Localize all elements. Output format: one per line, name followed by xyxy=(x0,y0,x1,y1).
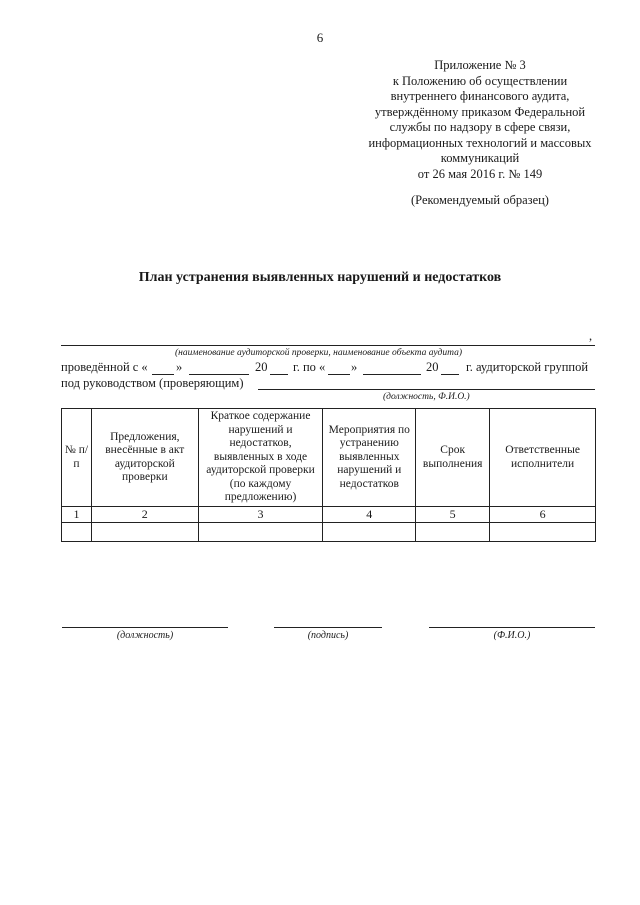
name-signature-line xyxy=(429,627,595,628)
plan-table xyxy=(61,408,596,542)
appendix-block xyxy=(360,58,600,182)
table-row xyxy=(62,523,596,542)
column-number: 5 xyxy=(416,507,490,523)
year1-blank xyxy=(270,374,288,375)
document-title: План устранения выявленных нарушений и недостатков xyxy=(138,270,502,285)
sign-signature-line xyxy=(274,627,382,628)
day1-blank xyxy=(152,374,174,375)
header-cell-responsible: Ответственные исполнители xyxy=(490,409,596,507)
header-cell-number: № п/п xyxy=(62,409,92,507)
table-header-row xyxy=(62,409,596,507)
column-number: 6 xyxy=(490,507,596,523)
from-to-text: г. по « xyxy=(293,360,326,374)
header-cell-deadline: Срок выполнения xyxy=(416,409,490,507)
conducted-prefix: проведённой с « xyxy=(61,360,148,374)
column-number: 3 xyxy=(198,507,323,523)
quote-close-2: » xyxy=(351,360,358,374)
sample-note: (Рекомендуемый образец) xyxy=(411,193,549,207)
appendix-line: утверждённому приказом Федеральной xyxy=(374,104,586,119)
name-caption: (Ф.И.О.) xyxy=(493,630,531,641)
column-number: 1 xyxy=(62,507,92,523)
year2-prefix: 20 xyxy=(426,360,439,374)
column-number: 2 xyxy=(91,507,198,523)
appendix-line: к Положению об осуществлении xyxy=(392,73,568,88)
audit-name-caption: (наименование аудиторской проверки, наименование объекта аудита) xyxy=(175,348,462,358)
led-by-label: под руководством (проверяющим) xyxy=(61,376,244,390)
appendix-line: коммуникаций xyxy=(440,151,520,165)
position-name-line xyxy=(258,389,595,390)
appendix-line: информационных технологий и массовых xyxy=(368,135,592,150)
appendix-line: от 26 мая 2016 г. № 149 xyxy=(417,166,543,181)
table-row xyxy=(62,507,596,523)
page-number: 6 xyxy=(316,30,324,45)
table-cell xyxy=(490,523,596,542)
header-cell-violations: Краткое содержание нарушений и недостатков, выявленных в ходе аудиторской проверки (по каждому предложению) xyxy=(198,409,323,507)
sign-caption: (подпись) xyxy=(307,630,349,641)
table-cell xyxy=(198,523,323,542)
month2-blank xyxy=(363,374,421,375)
appendix-line: Приложение № 3 xyxy=(434,58,526,72)
header-cell-measures: Мероприятия по устранению выявленных нарушений и недостатков xyxy=(323,409,416,507)
day2-blank xyxy=(328,374,350,375)
table-cell xyxy=(416,523,490,542)
year2-blank xyxy=(441,374,459,375)
appendix-line: службы по надзору в сфере связи, xyxy=(389,120,571,134)
table-cell xyxy=(62,523,92,542)
audit-name-line xyxy=(61,345,595,346)
year1-prefix: 20 xyxy=(255,360,268,374)
month1-blank xyxy=(189,374,249,375)
column-number: 4 xyxy=(323,507,416,523)
header-cell-proposals: Предложения, внесённые в акт аудиторской проверки xyxy=(91,409,198,507)
table-cell xyxy=(91,523,198,542)
position-caption: (должность) xyxy=(116,630,174,641)
table-cell xyxy=(323,523,416,542)
quote-close-1: » xyxy=(176,360,183,374)
comma: , xyxy=(589,329,593,343)
conducted-suffix: г. аудиторской группой xyxy=(466,360,589,374)
position-name-caption: (должность, Ф.И.О.) xyxy=(383,392,470,402)
position-signature-line xyxy=(62,627,228,628)
appendix-line: внутреннего финансового аудита, xyxy=(390,89,570,103)
